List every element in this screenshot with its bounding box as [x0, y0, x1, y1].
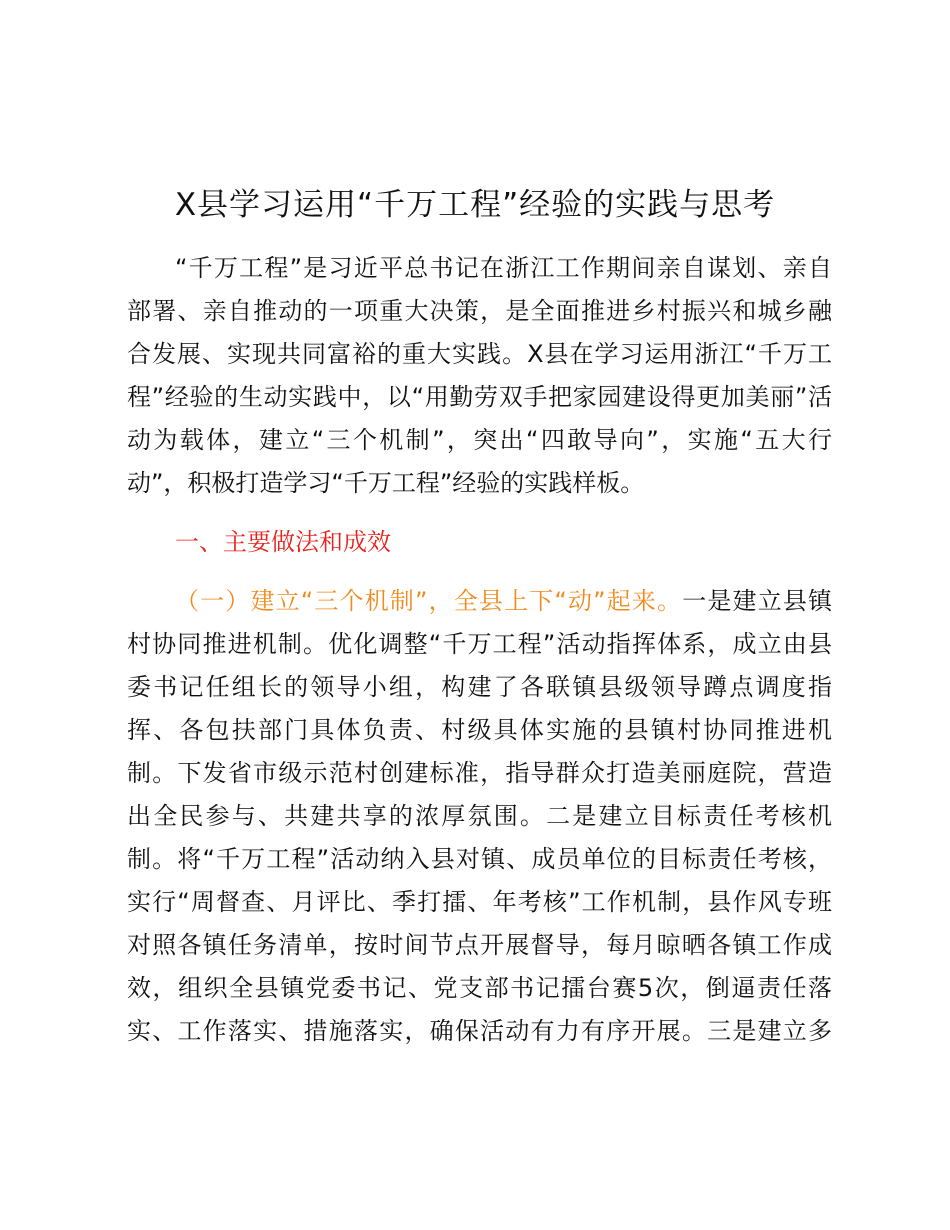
subsection-first-line-text: 一是建立县镇	[682, 587, 833, 615]
body-line: 对照各镇任务清单，按时间节点开展督导，每月晾晒各镇工作成	[127, 931, 832, 959]
body-line: 效，组织全县镇党委书记、党支部书记擂台赛5次，倒逼责任落	[127, 974, 832, 1002]
intro-line: 动”，积极打造学习“千万工程”经验的实践样板。	[127, 469, 645, 497]
body-line: 村协同推进机制。优化调整“千万工程”活动指挥体系，成立由县	[127, 630, 832, 658]
body-line: 委书记任组长的领导小组，构建了各联镇县级领导蹲点调度指	[127, 673, 832, 701]
intro-line: 合发展、实现共同富裕的重大实践。X县在学习运用浙江“千万工	[127, 340, 832, 368]
intro-line: “千万工程”是习近平总书记在浙江工作期间亲自谋划、亲自	[175, 254, 832, 282]
intro-line: 程”经验的生动实践中，以“用勤劳双手把家园建设得更加美丽”活	[127, 383, 832, 411]
body-line: 挥、各包扶部门具体负责、村级具体实施的县镇村协同推进机	[127, 716, 832, 744]
intro-line: 部署、亲自推动的一项重大决策，是全面推进乡村振兴和城乡融	[127, 297, 832, 325]
section-heading: 一、主要做法和成效	[175, 528, 391, 556]
body-line: 制。下发省市级示范村创建标准，指导群众打造美丽庭院，营造	[127, 759, 832, 787]
document-title: X县学习运用“千万工程”经验的实践与思考	[174, 187, 776, 223]
subsection-heading: （一）建立“三个机制”，全县上下“动”起来。	[175, 587, 683, 615]
body-line: 实行“周督查、月评比、季打擂、年考核”工作机制，县作风专班	[127, 888, 832, 916]
body-line: 实、工作落实、措施落实，确保活动有力有序开展。三是建立多	[127, 1017, 832, 1045]
intro-line: 动为载体，建立“三个机制”，突出“四敢导向”，实施“五大行	[127, 426, 832, 454]
body-line: 出全民参与、共建共享的浓厚氛围。二是建立目标责任考核机	[127, 802, 832, 830]
subsection-first-line	[175, 580, 832, 622]
body-line: 制。将“千万工程”活动纳入县对镇、成员单位的目标责任考核，	[127, 845, 832, 873]
